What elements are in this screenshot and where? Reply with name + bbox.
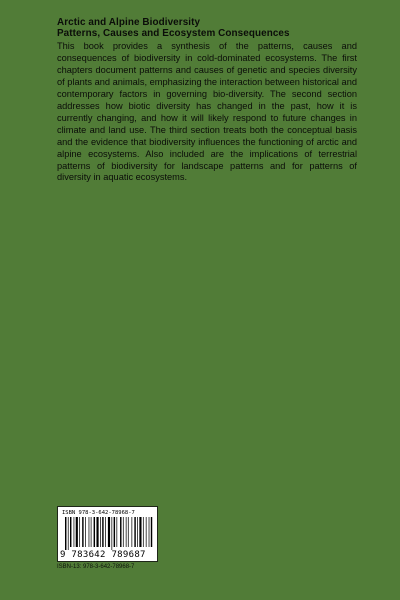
barcode-bar [126, 517, 127, 547]
barcode-bar [137, 517, 138, 547]
barcode-bar [116, 517, 117, 547]
barcode-digits: 9 783642 789687 [60, 550, 146, 560]
barcode-isbn-label: ISBN 978-3-642-78968-7 [62, 510, 135, 516]
isbn-barcode [57, 506, 158, 562]
barcode-bar [143, 517, 144, 547]
barcode-bar [114, 517, 115, 547]
barcode-bar [70, 517, 71, 547]
barcode-bar [76, 517, 78, 547]
barcode-bar [108, 517, 110, 547]
book-description: This book provides a synthesis of the patterns, causes and consequences of biodiversity in cold-dominated ecosystems. The first chapters document patterns and causes of genetic and species diversity of plants and animals, emphasizing the interaction between historical and contemporary factors in governing bio-diversity. The second section addresses how biotic diversity has changed in the past, how it is currently changing, and how it will likely respond to future changes in climate and land use. The third section treats both the conceptual basis and the evidence that biodiversity influences the functioning of arctic and alpine ecosystems. Also included are the implications of terrestrial patterns of biodiversity for landscape patterns and for patterns of diversity in aquatic ecosystems. [57, 41, 357, 183]
barcode-bar [94, 517, 95, 547]
barcode-bar [102, 517, 103, 547]
barcode-bar [139, 517, 141, 547]
isbn-13-label: ISBN-13: 978-3-642-78968-7 [57, 564, 135, 570]
barcode-bar [120, 517, 121, 547]
barcode-bar [65, 517, 66, 550]
barcode-bar [123, 517, 124, 547]
book-subtitle: Patterns, Causes and Ecosystem Consequences [57, 28, 290, 39]
barcode-bar [79, 517, 80, 547]
book-title: Arctic and Alpine Biodiversity [57, 17, 201, 28]
barcode-bar [74, 517, 75, 547]
barcode-bar [149, 517, 150, 547]
barcode-bar [85, 517, 86, 547]
back-cover-text-block [57, 17, 357, 184]
barcode-bar [146, 517, 147, 547]
barcode-bar [111, 517, 112, 550]
barcode-bar [89, 517, 90, 547]
barcode-bar [128, 517, 129, 547]
barcode-bar [134, 517, 135, 547]
barcode-bar [100, 517, 101, 547]
barcode-bar [105, 517, 106, 547]
barcode-bar [132, 517, 133, 547]
barcode-bar [91, 517, 92, 547]
barcode-bar [151, 517, 152, 547]
barcode-bar [68, 517, 69, 550]
barcode-bars [65, 517, 153, 550]
barcode-bar [96, 517, 98, 547]
barcode-bar [82, 517, 83, 547]
